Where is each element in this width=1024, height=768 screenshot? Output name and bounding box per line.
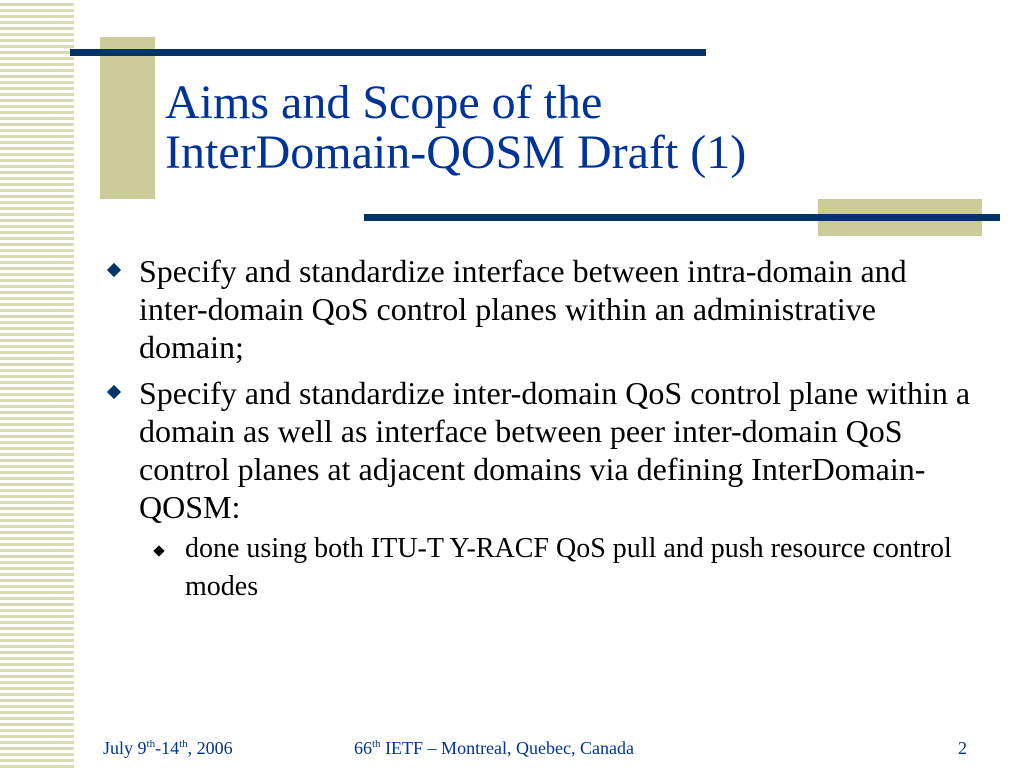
- page-number: 2: [958, 738, 967, 758]
- sub-bullet-text: done using both ITU-T Y-RACF QoS pull and push resource control modes: [185, 533, 952, 602]
- footer-event: 66th IETF – Montreal, Quebec, Canada: [354, 738, 634, 758]
- footer-date: July 9th-14th, 2006: [103, 738, 233, 758]
- bullet-text: Specify and standardize inter-domain QoS control plane within a domain as well as interface between peer inter-domain QoS control planes at adjacent domains via defining InterDomain-QOSM:: [139, 375, 971, 525]
- bullet-item: [103, 252, 983, 366]
- square-bullet-icon: [149, 530, 169, 568]
- bullet-item: [103, 374, 983, 606]
- bullet-text: Specify and standardize interface between intra-domain and inter-domain QoS control planes within an administrative domain;: [139, 253, 907, 365]
- slide-title-line-1: Aims and Scope of the: [165, 76, 603, 129]
- diamond-bullet-icon: [103, 252, 131, 290]
- sub-bullet-item: [149, 530, 983, 606]
- title-top-rule: [70, 49, 706, 56]
- bullet-list: [103, 252, 983, 614]
- title-accent-block: [100, 37, 155, 199]
- slide-title: [165, 78, 985, 178]
- striped-margin: [0, 0, 74, 768]
- title-bottom-rule: [364, 214, 1000, 221]
- slide-title-line-2: InterDomain-QOSM Draft (1): [165, 126, 747, 179]
- diamond-bullet-icon: [103, 374, 131, 412]
